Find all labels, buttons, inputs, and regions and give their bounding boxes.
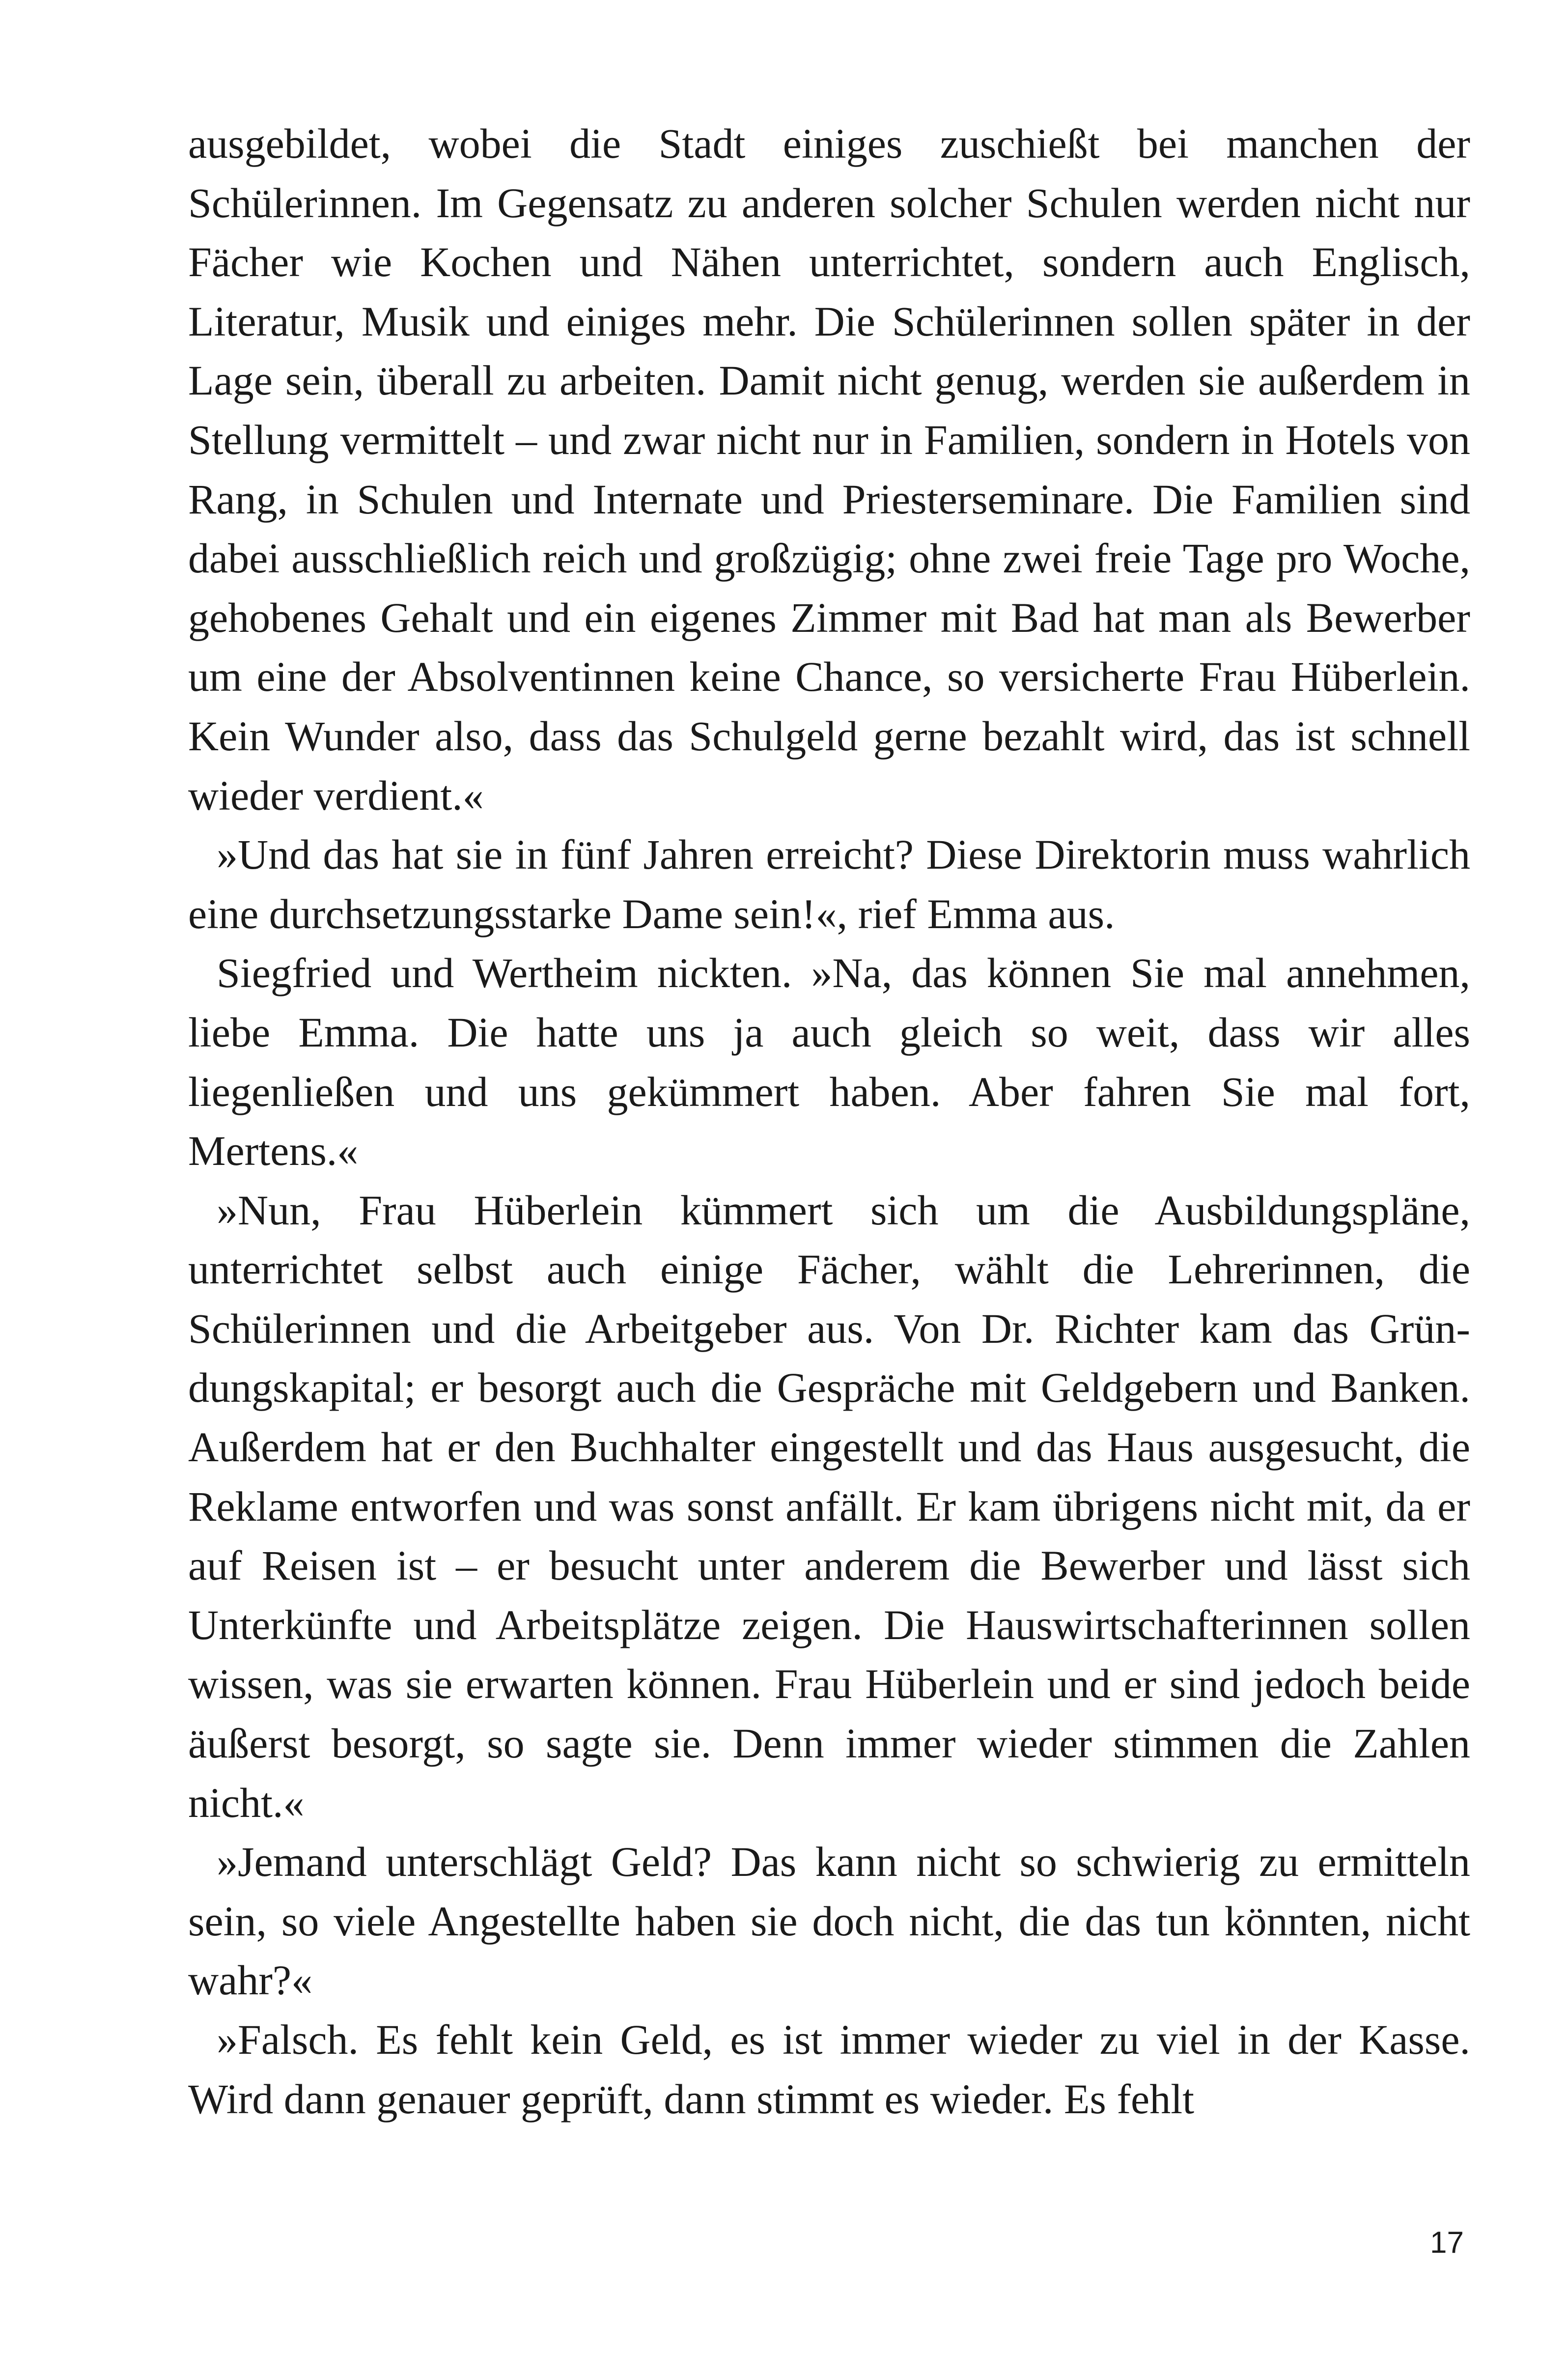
paragraph-4: »Nun, Frau Hüberlein kümmert sich um die Ausbildungspläne, unterrichtet selbst auch einige Fächer, wählt die Lehrerinnen, die Schülerinnen und die Arbeitgeber aus. Von Dr. Richter kam das Gründungskapital; er besorgt auch die Gespräche mit Geldgebern und Banken. Außerdem hat er den Buchhalter eingestellt und das Haus ausgesucht, die Reklame entworfen und was sonst anfällt. Er kam übrigens nicht mit, da er auf Reisen ist – er besucht unter anderem die Bewerber und lässt sich Unterkünfte und Arbeitsplätze zeigen. Die Hauswirtschafterinnen sollen wissen, was sie erwarten können. Frau Hüberlein und er sind jedoch beide äußerst besorgt, so sagte sie. Denn immer wieder stimmen die Zahlen nicht.« — [188, 1186, 1470, 1826]
paragraph-2: »Und das hat sie in fünf Jahren erreicht? Diese Direktorin muss wahrlich eine durchsetzungsstarke Dame sein!«, rief Emma aus. — [188, 831, 1470, 937]
book-page-text — [188, 114, 1470, 2128]
paragraph-6: »Falsch. Es fehlt kein Geld, es ist immer wieder zu viel in der Kasse. Wird dann genauer geprüft, dann stimmt es wieder. Es fehlt — [188, 2016, 1470, 2123]
paragraph-5: »Jemand unterschlägt Geld? Das kann nicht so schwierig zu ermitteln sein, so viele Angestellte haben sie doch nicht, die das tun könnten, nicht wahr?« — [188, 1838, 1470, 2004]
paragraph-3: Siegfried und Wertheim nickten. »Na, das können Sie mal annehmen, liebe Emma. Die hatte uns ja auch gleich so weit, dass wir alles liegenließen und uns gekümmert haben. Aber fahren Sie mal fort, Mertens.« — [188, 949, 1470, 1175]
page-number: 17 — [1430, 2226, 1464, 2260]
paragraph-1: ausgebildet, wobei die Stadt einiges zuschießt bei manchen der Schülerinnen. Im Gegensatz zu anderen solcher Schulen werden nicht nur Fächer wie Kochen und Nähen unterrichtet, sondern auch Englisch, Literatur, Musik und einiges mehr. Die Schülerinnen sollen später in der Lage sein, überall zu arbeiten. Damit nicht genug, werden sie außerdem in Stellung vermittelt – und zwar nicht nur in Familien, sondern in Hotels von Rang, in Schulen und Internate und Priesterseminare. Die Familien sind dabei ausschließlich reich und großzügig; ohne zwei freie Tage pro Woche, gehobenes Gehalt und ein eigenes Zimmer mit Bad hat man als Bewerber um eine der Absolventinnen keine Chance, so versicherte Frau Hüberlein. Kein Wunder also, dass das Schulgeld gerne bezahlt wird, das ist schnell wieder verdient.« — [188, 120, 1470, 819]
